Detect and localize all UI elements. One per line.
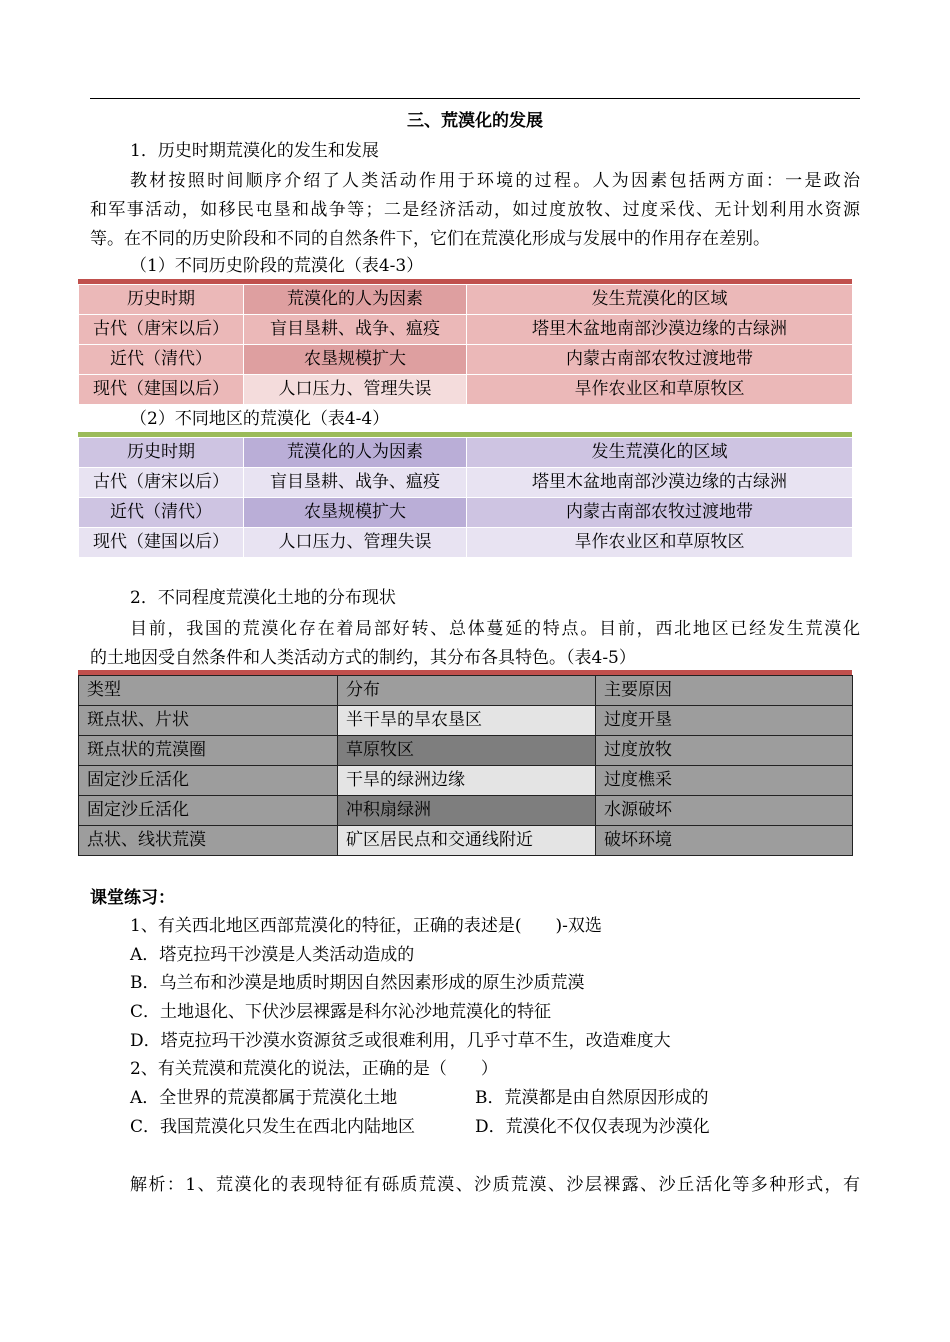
table-cell: 现代（建国以后） [79,375,244,405]
table-cell: 固定沙丘活化 [79,796,338,826]
table-cell: 塔里木盆地南部沙漠边缘的古绿洲 [467,315,853,345]
table-cell: 农垦规模扩大 [244,345,467,375]
table-cell: 矿区居民点和交通线附近 [338,826,596,856]
table-4-4 [78,437,853,558]
section-title: 三、荒漠化的发展 [407,111,543,131]
table-cell: 过度放牧 [596,736,853,766]
table-cell: 固定沙丘活化 [79,766,338,796]
paragraph-1-line-3: 等。在不同的历史阶段和不同的自然条件下，它们在荒漠化形成与发展中的作用存在差别。 [90,229,770,249]
table-cell: 破坏环境 [596,826,853,856]
table-cell: 近代（清代） [79,498,244,528]
table-row [79,766,853,796]
table-caption-4-4: （2）不同地区的荒漠化（表4-4） [130,409,390,429]
subheading-2: 2．不同程度荒漠化土地的分布现状 [130,588,396,608]
header-cell: 发生荒漠化的区域 [467,438,853,468]
table-4-3 [78,284,853,405]
q2-option-c: C．我国荒漠化只发生在西北内陆地区 [130,1117,416,1137]
table-row [79,375,853,405]
table-cell: 人口压力、管理失误 [244,375,467,405]
table-cell: 草原牧区 [338,736,596,766]
table-cell: 旱作农业区和草原牧区 [467,375,853,405]
table-row [79,796,853,826]
table-row [79,345,853,375]
table-row [79,736,853,766]
header-cell: 荒漠化的人为因素 [244,285,467,315]
table-cell: 半干旱的旱农垦区 [338,706,596,736]
table-cell: 干旱的绿洲边缘 [338,766,596,796]
table-row [79,498,853,528]
q2-option-b: B．荒漠都是由自然原因形成的 [475,1088,709,1108]
table-cell: 内蒙古南部农牧过渡地带 [467,498,853,528]
table-cell: 塔里木盆地南部沙漠边缘的古绿洲 [467,468,853,498]
table-cell: 现代（建国以后） [79,528,244,558]
q2-option-a: A．全世界的荒漠都属于荒漠化土地 [130,1088,398,1108]
header-cell: 历史时期 [79,285,244,315]
table-row [79,315,853,345]
table-cell: 近代（清代） [79,345,244,375]
table-cell: 古代（唐宋以后） [79,468,244,498]
table-cell: 盲目垦耕、战争、瘟疫 [244,315,467,345]
table-cell: 盲目垦耕、战争、瘟疫 [244,468,467,498]
table-caption-4-3: （1）不同历史阶段的荒漠化（表4-3） [130,256,424,276]
table-cell: 点状、线状荒漠 [79,826,338,856]
table-header-row [79,438,853,468]
table-cell: 过度开垦 [596,706,853,736]
question-2: 2、有关荒漠和荒漠化的说法，正确的是（ ） [130,1059,498,1079]
table-row [79,468,853,498]
table-cell: 斑点状的荒漠圈 [79,736,338,766]
table-header-row [79,285,853,315]
paragraph-1-line-1: 教材按照时间顺序介绍了人类活动作用于环境的过程。人为因素包括两方面：一是政治 [130,171,860,191]
table-cell: 冲积扇绿洲 [338,796,596,826]
header-cell: 分布 [338,676,596,706]
table-cell: 斑点状、片状 [79,706,338,736]
table-cell: 内蒙古南部农牧过渡地带 [467,345,853,375]
analysis-line: 解析：1、荒漠化的表现特征有砾质荒漠、沙质荒漠、沙层裸露、沙丘活化等多种形式，有 [130,1175,860,1195]
table-row [79,826,853,856]
table-cell: 过度樵采 [596,766,853,796]
table-4-5 [78,675,853,856]
header-cell: 历史时期 [79,438,244,468]
paragraph-2-line-2: 的土地因受自然条件和人类活动方式的制约，其分布各具特色。（表4-5） [90,648,636,668]
header-cell: 发生荒漠化的区域 [467,285,853,315]
q1-option-a: A．塔克拉玛干沙漠是人类活动造成的 [130,945,415,965]
q1-option-c: C．土地退化、下伏沙层裸露是科尔沁沙地荒漠化的特征 [130,1002,552,1022]
paragraph-2-line-1: 目前，我国的荒漠化存在着局部好转、总体蔓延的特点。目前，西北地区已经发生荒漠化 [130,619,860,639]
table-cell: 古代（唐宋以后） [79,315,244,345]
header-cell: 主要原因 [596,676,853,706]
table-cell: 人口压力、管理失误 [244,528,467,558]
table-cell: 水源破坏 [596,796,853,826]
table-cell: 旱作农业区和草原牧区 [467,528,853,558]
header-cell: 类型 [79,676,338,706]
header-cell: 荒漠化的人为因素 [244,438,467,468]
q2-option-d: D．荒漠化不仅仅表现为沙漠化 [475,1117,710,1137]
table-cell: 农垦规模扩大 [244,498,467,528]
exercise-title: 课堂练习： [90,888,175,908]
q1-option-d: D．塔克拉玛干沙漠水资源贫乏或很难利用，几乎寸草不生，改造难度大 [130,1031,671,1051]
header-rule [90,98,860,99]
question-1: 1、有关西北地区西部荒漠化的特征，正确的表述是( )-双选 [130,916,602,936]
paragraph-1-line-2: 和军事活动，如移民屯垦和战争等；二是经济活动，如过度放牧、过度采伐、无计划利用水资源 [90,200,860,220]
table-row [79,706,853,736]
table-header-row [79,676,853,706]
subheading-1: 1．历史时期荒漠化的发生和发展 [130,141,379,161]
q1-option-b: B．乌兰布和沙漠是地质时期因自然因素形成的原生沙质荒漠 [130,973,585,993]
table-row [79,528,853,558]
